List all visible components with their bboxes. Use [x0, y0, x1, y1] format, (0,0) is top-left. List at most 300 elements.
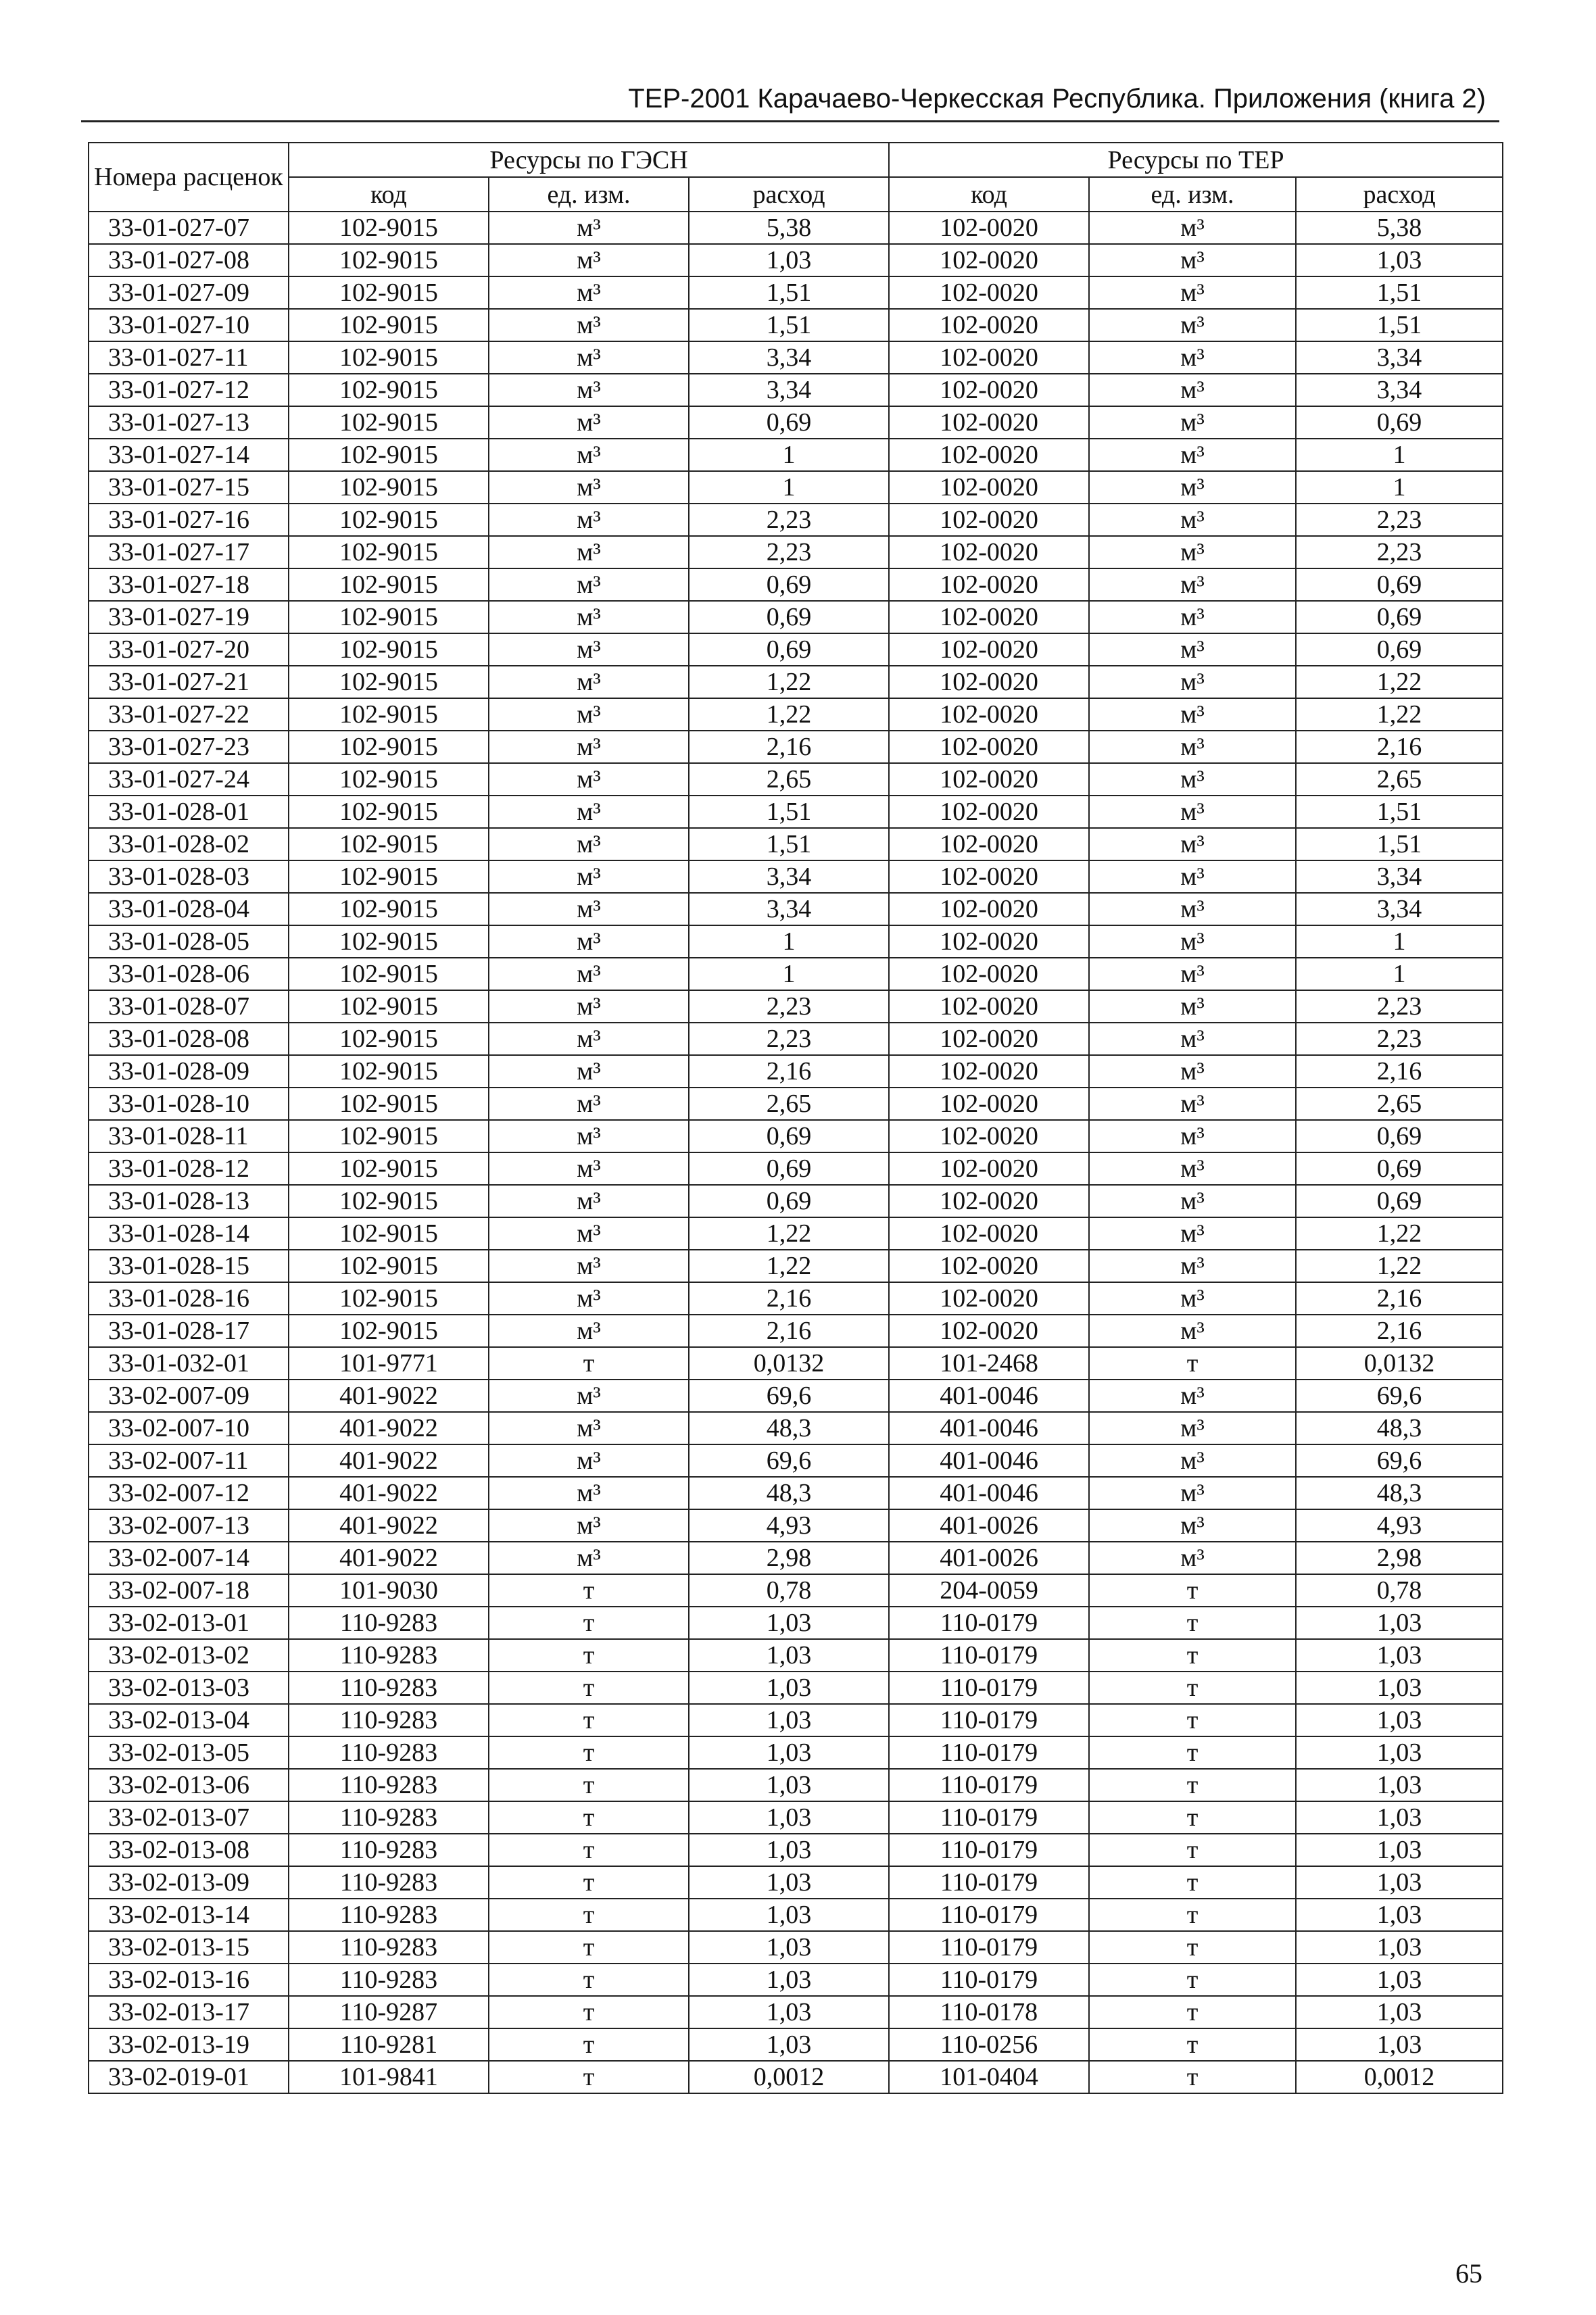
cell-gesn-amount: 2,16 [689, 731, 889, 763]
cell-gesn-code: 102-9015 [289, 731, 489, 763]
cell-ter-amount: 4,93 [1296, 1509, 1503, 1542]
cell-ter-amount: 1,51 [1296, 828, 1503, 860]
table-row [89, 1055, 1503, 1088]
cell-gesn-code: 102-9015 [289, 763, 489, 796]
table-row [89, 1023, 1503, 1055]
cell-ter-code: 110-0179 [889, 1834, 1089, 1866]
cell-ter-amount: 0,69 [1296, 1152, 1503, 1185]
cell-ter-unit: т [1089, 1704, 1296, 1736]
cell-ter-amount: 3,34 [1296, 860, 1503, 893]
cell-gesn-amount: 1,22 [689, 1250, 889, 1282]
cell-gesn-unit: м³ [489, 1509, 689, 1542]
cell-gesn-code: 101-9771 [289, 1347, 489, 1380]
cell-gesn-code: 102-9015 [289, 374, 489, 406]
cell-ter-unit: м³ [1089, 1542, 1296, 1574]
cell-ter-unit: м³ [1089, 1023, 1296, 1055]
table-row [89, 1672, 1503, 1704]
cell-gesn-unit: т [489, 1801, 689, 1834]
table-row [89, 1185, 1503, 1217]
table-row [89, 1866, 1503, 1899]
cell-gesn-amount: 3,34 [689, 341, 889, 374]
cell-gesn-unit: м³ [489, 341, 689, 374]
table-row [89, 1639, 1503, 1672]
table-header-row-2 [89, 177, 1503, 212]
cell-gesn-unit: т [489, 1964, 689, 1996]
cell-gesn-amount: 2,23 [689, 990, 889, 1023]
cell-gesn-amount: 1,03 [689, 1639, 889, 1672]
cell-ter-unit: м³ [1089, 406, 1296, 439]
header-ter-code: код [889, 177, 1089, 212]
cell-gesn-code: 102-9015 [289, 796, 489, 828]
cell-ter-unit: т [1089, 1866, 1296, 1899]
cell-gesn-unit: т [489, 1672, 689, 1704]
cell-gesn-unit: м³ [489, 763, 689, 796]
cell-ter-amount: 2,16 [1296, 1055, 1503, 1088]
cell-rate-number: 33-02-007-18 [89, 1574, 289, 1607]
cell-gesn-code: 102-9015 [289, 1250, 489, 1282]
cell-gesn-unit: т [489, 1574, 689, 1607]
table-row [89, 893, 1503, 925]
cell-ter-code: 102-0020 [889, 309, 1089, 341]
cell-rate-number: 33-02-013-17 [89, 1996, 289, 2028]
cell-gesn-code: 110-9283 [289, 1639, 489, 1672]
cell-rate-number: 33-01-027-17 [89, 536, 289, 568]
cell-gesn-unit: м³ [489, 1120, 689, 1152]
cell-ter-unit: м³ [1089, 212, 1296, 244]
cell-gesn-unit: м³ [489, 212, 689, 244]
header-group-gesn: Ресурсы по ГЭСН [289, 143, 889, 177]
cell-ter-amount: 1,22 [1296, 698, 1503, 731]
cell-ter-unit: м³ [1089, 341, 1296, 374]
cell-gesn-unit: т [489, 1769, 689, 1801]
table-row [89, 796, 1503, 828]
cell-gesn-unit: м³ [489, 1282, 689, 1315]
cell-gesn-unit: м³ [489, 1185, 689, 1217]
cell-ter-unit: м³ [1089, 536, 1296, 568]
cell-gesn-unit: м³ [489, 1477, 689, 1509]
cell-gesn-code: 110-9283 [289, 1931, 489, 1964]
cell-ter-amount: 1,51 [1296, 796, 1503, 828]
cell-rate-number: 33-02-007-14 [89, 1542, 289, 1574]
cell-gesn-code: 101-9841 [289, 2061, 489, 2093]
cell-gesn-amount: 0,78 [689, 1574, 889, 1607]
cell-ter-amount: 1,03 [1296, 1931, 1503, 1964]
table-row [89, 504, 1503, 536]
cell-ter-amount: 0,69 [1296, 633, 1503, 666]
cell-ter-code: 102-0020 [889, 276, 1089, 309]
cell-rate-number: 33-01-028-12 [89, 1152, 289, 1185]
cell-gesn-amount: 1,03 [689, 1866, 889, 1899]
cell-gesn-code: 102-9015 [289, 1088, 489, 1120]
cell-gesn-code: 102-9015 [289, 1217, 489, 1250]
table-row [89, 731, 1503, 763]
cell-rate-number: 33-01-028-02 [89, 828, 289, 860]
cell-ter-amount: 48,3 [1296, 1412, 1503, 1444]
table-row [89, 1834, 1503, 1866]
cell-ter-amount: 1,03 [1296, 1866, 1503, 1899]
cell-ter-unit: м³ [1089, 276, 1296, 309]
cell-ter-amount: 2,23 [1296, 990, 1503, 1023]
cell-gesn-code: 110-9283 [289, 1769, 489, 1801]
cell-gesn-code: 102-9015 [289, 893, 489, 925]
cell-gesn-unit: м³ [489, 990, 689, 1023]
cell-rate-number: 33-01-027-19 [89, 601, 289, 633]
cell-gesn-amount: 1 [689, 958, 889, 990]
cell-rate-number: 33-02-013-05 [89, 1736, 289, 1769]
cell-gesn-code: 110-9283 [289, 1801, 489, 1834]
cell-ter-amount: 1,03 [1296, 1736, 1503, 1769]
cell-gesn-code: 401-9022 [289, 1542, 489, 1574]
cell-gesn-amount: 1 [689, 925, 889, 958]
cell-gesn-amount: 1,51 [689, 276, 889, 309]
cell-gesn-unit: м³ [489, 1023, 689, 1055]
cell-ter-unit: т [1089, 1964, 1296, 1996]
cell-ter-amount: 3,34 [1296, 374, 1503, 406]
cell-ter-amount: 0,69 [1296, 406, 1503, 439]
cell-ter-amount: 1,03 [1296, 1996, 1503, 2028]
cell-ter-unit: м³ [1089, 893, 1296, 925]
cell-ter-code: 102-0020 [889, 1315, 1089, 1347]
cell-ter-code: 110-0179 [889, 1899, 1089, 1931]
cell-gesn-code: 102-9015 [289, 828, 489, 860]
cell-gesn-unit: т [489, 1866, 689, 1899]
cell-ter-unit: т [1089, 1801, 1296, 1834]
cell-gesn-unit: т [489, 1607, 689, 1639]
cell-gesn-code: 102-9015 [289, 1315, 489, 1347]
cell-gesn-unit: т [489, 2061, 689, 2093]
cell-gesn-code: 102-9015 [289, 860, 489, 893]
header-group-ter: Ресурсы по ТЕР [889, 143, 1503, 177]
cell-gesn-amount: 2,16 [689, 1315, 889, 1347]
cell-ter-amount: 0,69 [1296, 1185, 1503, 1217]
cell-ter-code: 401-0026 [889, 1542, 1089, 1574]
cell-gesn-unit: м³ [489, 601, 689, 633]
cell-gesn-amount: 1,03 [689, 1736, 889, 1769]
table-row [89, 1282, 1503, 1315]
cell-ter-code: 102-0020 [889, 958, 1089, 990]
cell-rate-number: 33-02-007-12 [89, 1477, 289, 1509]
cell-ter-amount: 0,69 [1296, 601, 1503, 633]
cell-ter-amount: 1,03 [1296, 1639, 1503, 1672]
cell-ter-code: 102-0020 [889, 601, 1089, 633]
cell-gesn-unit: м³ [489, 1250, 689, 1282]
cell-ter-unit: м³ [1089, 698, 1296, 731]
header-gesn-code: код [289, 177, 489, 212]
cell-rate-number: 33-01-027-14 [89, 439, 289, 471]
cell-ter-code: 102-0020 [889, 763, 1089, 796]
cell-ter-amount: 1,22 [1296, 1217, 1503, 1250]
cell-ter-code: 102-0020 [889, 1152, 1089, 1185]
cell-gesn-code: 102-9015 [289, 1023, 489, 1055]
cell-gesn-amount: 1,03 [689, 1899, 889, 1931]
cell-rate-number: 33-02-013-19 [89, 2028, 289, 2061]
cell-ter-code: 110-0179 [889, 1736, 1089, 1769]
cell-ter-code: 102-0020 [889, 1023, 1089, 1055]
cell-gesn-unit: м³ [489, 1088, 689, 1120]
cell-ter-amount: 1,03 [1296, 1769, 1503, 1801]
cell-ter-code: 204-0059 [889, 1574, 1089, 1607]
table-row [89, 1899, 1503, 1931]
cell-gesn-unit: м³ [489, 276, 689, 309]
table-row [89, 1542, 1503, 1574]
cell-rate-number: 33-01-028-10 [89, 1088, 289, 1120]
cell-gesn-unit: м³ [489, 1152, 689, 1185]
cell-ter-amount: 2,65 [1296, 1088, 1503, 1120]
cell-gesn-unit: м³ [489, 1412, 689, 1444]
cell-gesn-amount: 1,22 [689, 666, 889, 698]
cell-gesn-code: 102-9015 [289, 633, 489, 666]
cell-ter-amount: 0,0012 [1296, 2061, 1503, 2093]
cell-rate-number: 33-01-027-16 [89, 504, 289, 536]
cell-gesn-unit: м³ [489, 1055, 689, 1088]
resources-table [88, 142, 1503, 2094]
cell-rate-number: 33-01-032-01 [89, 1347, 289, 1380]
table-row [89, 2061, 1503, 2093]
table-row [89, 1217, 1503, 1250]
table-row [89, 1412, 1503, 1444]
cell-gesn-code: 110-9283 [289, 1704, 489, 1736]
cell-rate-number: 33-01-028-09 [89, 1055, 289, 1088]
cell-gesn-amount: 2,65 [689, 1088, 889, 1120]
cell-ter-code: 102-0020 [889, 633, 1089, 666]
cell-gesn-amount: 1,03 [689, 1801, 889, 1834]
cell-gesn-unit: м³ [489, 309, 689, 341]
cell-gesn-code: 110-9283 [289, 1899, 489, 1931]
cell-gesn-amount: 1,03 [689, 1704, 889, 1736]
cell-gesn-code: 102-9015 [289, 471, 489, 504]
cell-ter-code: 110-0179 [889, 1607, 1089, 1639]
cell-gesn-code: 110-9283 [289, 1964, 489, 1996]
cell-rate-number: 33-01-028-08 [89, 1023, 289, 1055]
cell-ter-amount: 1,03 [1296, 1834, 1503, 1866]
cell-ter-unit: т [1089, 1931, 1296, 1964]
cell-gesn-code: 110-9283 [289, 1736, 489, 1769]
cell-ter-code: 110-0179 [889, 1672, 1089, 1704]
cell-gesn-unit: м³ [489, 893, 689, 925]
cell-gesn-amount: 0,69 [689, 1185, 889, 1217]
cell-ter-amount: 1,22 [1296, 666, 1503, 698]
cell-rate-number: 33-01-028-05 [89, 925, 289, 958]
table-row [89, 439, 1503, 471]
table-row [89, 763, 1503, 796]
cell-ter-unit: м³ [1089, 568, 1296, 601]
cell-gesn-code: 101-9030 [289, 1574, 489, 1607]
cell-gesn-code: 102-9015 [289, 309, 489, 341]
cell-ter-unit: т [1089, 1736, 1296, 1769]
cell-gesn-unit: м³ [489, 731, 689, 763]
cell-ter-amount: 1,51 [1296, 309, 1503, 341]
cell-ter-code: 102-0020 [889, 504, 1089, 536]
cell-gesn-amount: 2,65 [689, 763, 889, 796]
cell-gesn-code: 102-9015 [289, 212, 489, 244]
cell-ter-unit: т [1089, 1996, 1296, 2028]
page-header-title: ТЕР-2001 Карачаево-Черкесская Республика. Приложения (книга 2) [628, 84, 1486, 114]
cell-ter-code: 102-0020 [889, 698, 1089, 731]
cell-gesn-amount: 1,03 [689, 1931, 889, 1964]
cell-ter-unit: м³ [1089, 1509, 1296, 1542]
table-row [89, 1704, 1503, 1736]
cell-ter-amount: 69,6 [1296, 1380, 1503, 1412]
cell-ter-unit: м³ [1089, 601, 1296, 633]
cell-gesn-code: 102-9015 [289, 698, 489, 731]
table-row [89, 276, 1503, 309]
cell-rate-number: 33-01-027-12 [89, 374, 289, 406]
cell-ter-unit: м³ [1089, 244, 1296, 276]
cell-ter-unit: м³ [1089, 1088, 1296, 1120]
cell-ter-code: 110-0179 [889, 1931, 1089, 1964]
cell-gesn-unit: м³ [489, 1380, 689, 1412]
cell-ter-unit: м³ [1089, 1120, 1296, 1152]
cell-ter-amount: 1,22 [1296, 1250, 1503, 1282]
cell-gesn-code: 110-9283 [289, 1672, 489, 1704]
cell-gesn-code: 102-9015 [289, 925, 489, 958]
cell-ter-code: 401-0046 [889, 1477, 1089, 1509]
cell-gesn-code: 102-9015 [289, 958, 489, 990]
cell-gesn-code: 102-9015 [289, 536, 489, 568]
cell-ter-unit: т [1089, 1769, 1296, 1801]
table-row [89, 1152, 1503, 1185]
cell-ter-code: 102-0020 [889, 1055, 1089, 1088]
table-row [89, 1996, 1503, 2028]
cell-ter-unit: м³ [1089, 1152, 1296, 1185]
cell-gesn-code: 102-9015 [289, 1282, 489, 1315]
cell-gesn-unit: м³ [489, 374, 689, 406]
table-row [89, 1315, 1503, 1347]
cell-gesn-code: 110-9287 [289, 1996, 489, 2028]
cell-ter-amount: 1,03 [1296, 1801, 1503, 1834]
cell-ter-amount: 1 [1296, 958, 1503, 990]
cell-ter-amount: 2,16 [1296, 1282, 1503, 1315]
cell-gesn-amount: 69,6 [689, 1380, 889, 1412]
cell-ter-code: 102-0020 [889, 893, 1089, 925]
cell-rate-number: 33-01-028-16 [89, 1282, 289, 1315]
cell-rate-number: 33-01-027-15 [89, 471, 289, 504]
cell-gesn-amount: 48,3 [689, 1477, 889, 1509]
cell-rate-number: 33-01-028-13 [89, 1185, 289, 1217]
cell-gesn-amount: 0,69 [689, 1120, 889, 1152]
table-row [89, 990, 1503, 1023]
cell-ter-code: 102-0020 [889, 341, 1089, 374]
cell-ter-amount: 3,34 [1296, 893, 1503, 925]
table-row [89, 471, 1503, 504]
cell-ter-amount: 2,16 [1296, 1315, 1503, 1347]
cell-gesn-code: 102-9015 [289, 601, 489, 633]
table-row [89, 1509, 1503, 1542]
cell-ter-amount: 5,38 [1296, 212, 1503, 244]
cell-ter-amount: 1,51 [1296, 276, 1503, 309]
cell-ter-unit: м³ [1089, 828, 1296, 860]
cell-gesn-unit: м³ [489, 958, 689, 990]
cell-ter-code: 102-0020 [889, 1250, 1089, 1282]
cell-ter-unit: м³ [1089, 731, 1296, 763]
cell-ter-unit: м³ [1089, 1217, 1296, 1250]
cell-gesn-amount: 1,03 [689, 1607, 889, 1639]
cell-gesn-amount: 3,34 [689, 893, 889, 925]
cell-rate-number: 33-01-027-13 [89, 406, 289, 439]
table-row [89, 341, 1503, 374]
cell-gesn-code: 401-9022 [289, 1444, 489, 1477]
cell-ter-amount: 0,69 [1296, 568, 1503, 601]
cell-ter-unit: м³ [1089, 504, 1296, 536]
cell-ter-unit: м³ [1089, 1250, 1296, 1282]
table-row [89, 374, 1503, 406]
cell-ter-unit: м³ [1089, 990, 1296, 1023]
cell-ter-unit: м³ [1089, 860, 1296, 893]
table-row [89, 1347, 1503, 1380]
table-row [89, 1477, 1503, 1509]
cell-gesn-amount: 1,22 [689, 698, 889, 731]
cell-gesn-code: 110-9283 [289, 1866, 489, 1899]
cell-ter-unit: м³ [1089, 1412, 1296, 1444]
cell-rate-number: 33-01-028-17 [89, 1315, 289, 1347]
cell-gesn-code: 102-9015 [289, 244, 489, 276]
cell-gesn-unit: м³ [489, 568, 689, 601]
table-row [89, 309, 1503, 341]
cell-gesn-amount: 1,03 [689, 2028, 889, 2061]
cell-rate-number: 33-01-027-10 [89, 309, 289, 341]
page-header [81, 81, 1499, 122]
cell-gesn-amount: 1,51 [689, 828, 889, 860]
cell-rate-number: 33-01-028-01 [89, 796, 289, 828]
cell-gesn-unit: м³ [489, 860, 689, 893]
cell-gesn-code: 401-9022 [289, 1412, 489, 1444]
table-row [89, 925, 1503, 958]
cell-gesn-code: 102-9015 [289, 1055, 489, 1088]
cell-rate-number: 33-02-007-11 [89, 1444, 289, 1477]
cell-gesn-amount: 1,03 [689, 1964, 889, 1996]
cell-gesn-code: 102-9015 [289, 439, 489, 471]
cell-ter-code: 102-0020 [889, 471, 1089, 504]
cell-gesn-amount: 1 [689, 471, 889, 504]
cell-ter-unit: т [1089, 1607, 1296, 1639]
cell-gesn-unit: м³ [489, 1217, 689, 1250]
cell-ter-code: 401-0026 [889, 1509, 1089, 1542]
cell-ter-amount: 0,78 [1296, 1574, 1503, 1607]
cell-ter-code: 102-0020 [889, 925, 1089, 958]
cell-ter-code: 401-0046 [889, 1380, 1089, 1412]
cell-ter-unit: т [1089, 1899, 1296, 1931]
cell-rate-number: 33-01-028-04 [89, 893, 289, 925]
page-number: 65 [1455, 2258, 1482, 2289]
table-row [89, 1964, 1503, 1996]
cell-ter-code: 101-2468 [889, 1347, 1089, 1380]
cell-ter-code: 401-0046 [889, 1444, 1089, 1477]
cell-rate-number: 33-01-027-21 [89, 666, 289, 698]
cell-ter-unit: м³ [1089, 796, 1296, 828]
cell-ter-unit: м³ [1089, 633, 1296, 666]
cell-ter-code: 102-0020 [889, 1088, 1089, 1120]
cell-gesn-amount: 0,69 [689, 568, 889, 601]
cell-gesn-unit: м³ [489, 406, 689, 439]
cell-rate-number: 33-02-013-08 [89, 1834, 289, 1866]
table-row [89, 1120, 1503, 1152]
cell-gesn-amount: 48,3 [689, 1412, 889, 1444]
cell-gesn-code: 102-9015 [289, 990, 489, 1023]
cell-ter-code: 101-0404 [889, 2061, 1089, 2093]
cell-ter-unit: м³ [1089, 763, 1296, 796]
cell-ter-code: 102-0020 [889, 990, 1089, 1023]
cell-gesn-amount: 2,16 [689, 1055, 889, 1088]
cell-ter-unit: м³ [1089, 958, 1296, 990]
cell-ter-unit: т [1089, 1834, 1296, 1866]
cell-rate-number: 33-02-007-13 [89, 1509, 289, 1542]
cell-gesn-amount: 1,03 [689, 1672, 889, 1704]
cell-rate-number: 33-02-007-09 [89, 1380, 289, 1412]
cell-ter-code: 102-0020 [889, 374, 1089, 406]
table-row [89, 212, 1503, 244]
cell-rate-number: 33-01-028-03 [89, 860, 289, 893]
cell-ter-code: 102-0020 [889, 1120, 1089, 1152]
